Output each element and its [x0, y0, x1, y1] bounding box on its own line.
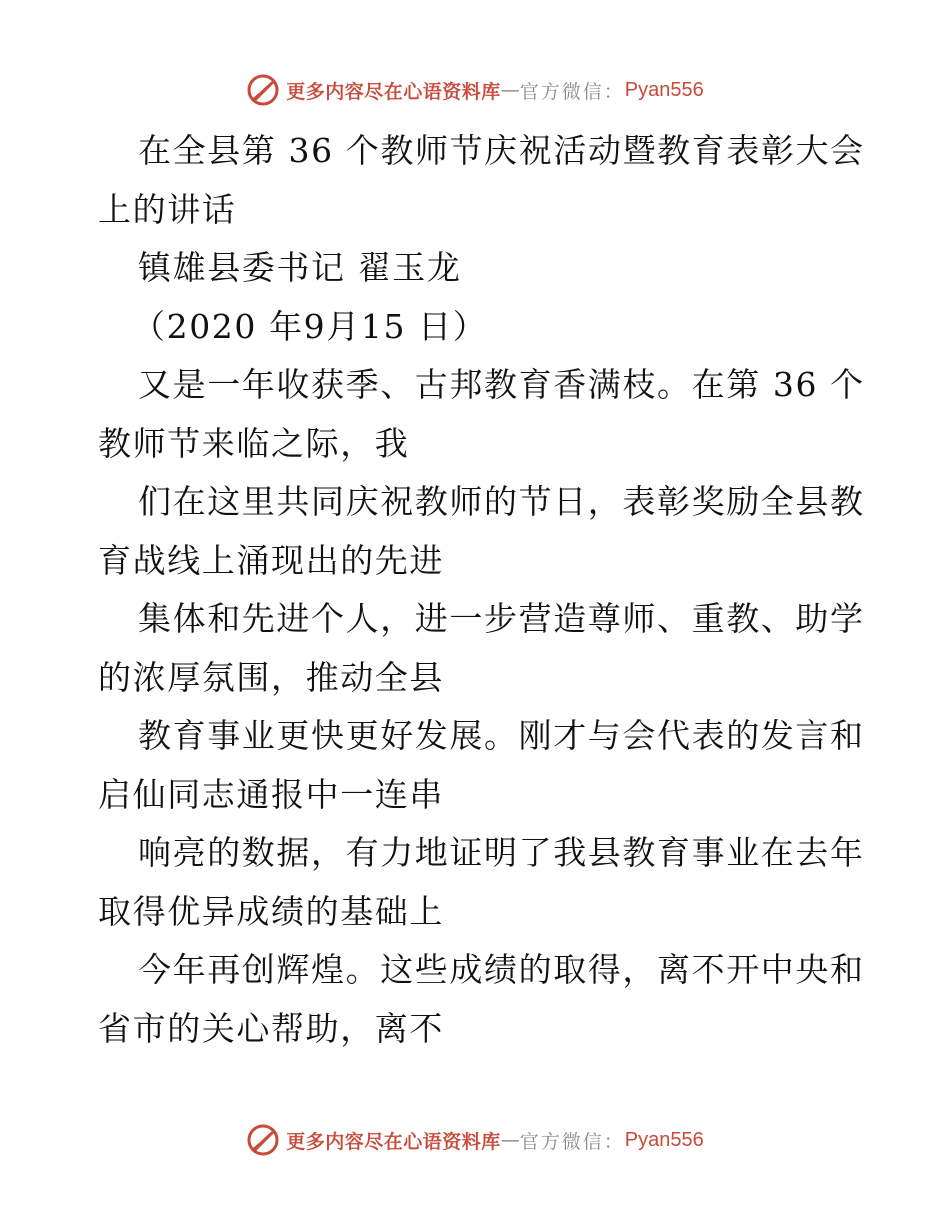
title-line-1: 在全县第 36 个教师节庆祝活动暨教育表彰大会: [138, 131, 865, 170]
title-line-2: 上的讲话: [98, 189, 237, 229]
paragraph-line: 教育事业更快更好发展。刚才与会代表的发言和: [138, 716, 865, 755]
paragraph-line: 今年再创辉煌。这些成绩的取得，离不开中央和: [138, 950, 865, 989]
paragraph-line: 省市的关心帮助，离不: [98, 1008, 444, 1048]
watermark-dash: —: [500, 1129, 520, 1151]
paragraph-line: 取得优异成绩的基础上: [98, 891, 444, 931]
paragraph-line: 们在这里共同庆祝教师的节日，表彰奖励全县教: [138, 482, 865, 521]
paragraph-line: 又是一年收获季、古邦教育香满枝。在第 36 个: [138, 365, 865, 404]
paragraph-line: 的浓厚氛围，推动全县: [98, 657, 444, 697]
watermark-official-label: 官方微信：: [519, 1130, 625, 1153]
watermark-main-text: 更多内容尽在心语资料库: [286, 1130, 501, 1153]
paragraph-line: 教师节来临之际，我: [98, 423, 410, 463]
watermark-official-label: 官方微信：: [519, 80, 625, 103]
header-watermark: [0, 70, 950, 110]
watermark-dash: —: [500, 79, 520, 101]
paragraph-line: 育战线上涌现出的先进: [98, 540, 444, 580]
footer-watermark: [0, 1120, 950, 1160]
quill-logo-icon: [246, 1123, 280, 1157]
quill-logo-icon: [246, 73, 280, 107]
document-body: [98, 122, 865, 1058]
watermark-wechat-id: Pyan556: [624, 1128, 704, 1151]
paragraph-line: 集体和先进个人，进一步营造尊师、重教、助学: [138, 599, 865, 638]
watermark-main-text: 更多内容尽在心语资料库: [286, 80, 501, 103]
paragraph-line: 响亮的数据，有力地证明了我县教育事业在去年: [138, 833, 865, 872]
paragraph-line: 启仙同志通报中一连串: [98, 774, 444, 814]
date-line: （2020 年9月15 日）: [132, 306, 488, 346]
author-line: 镇雄县委书记 翟玉龙: [138, 248, 462, 287]
watermark-wechat-id: Pyan556: [624, 78, 704, 101]
